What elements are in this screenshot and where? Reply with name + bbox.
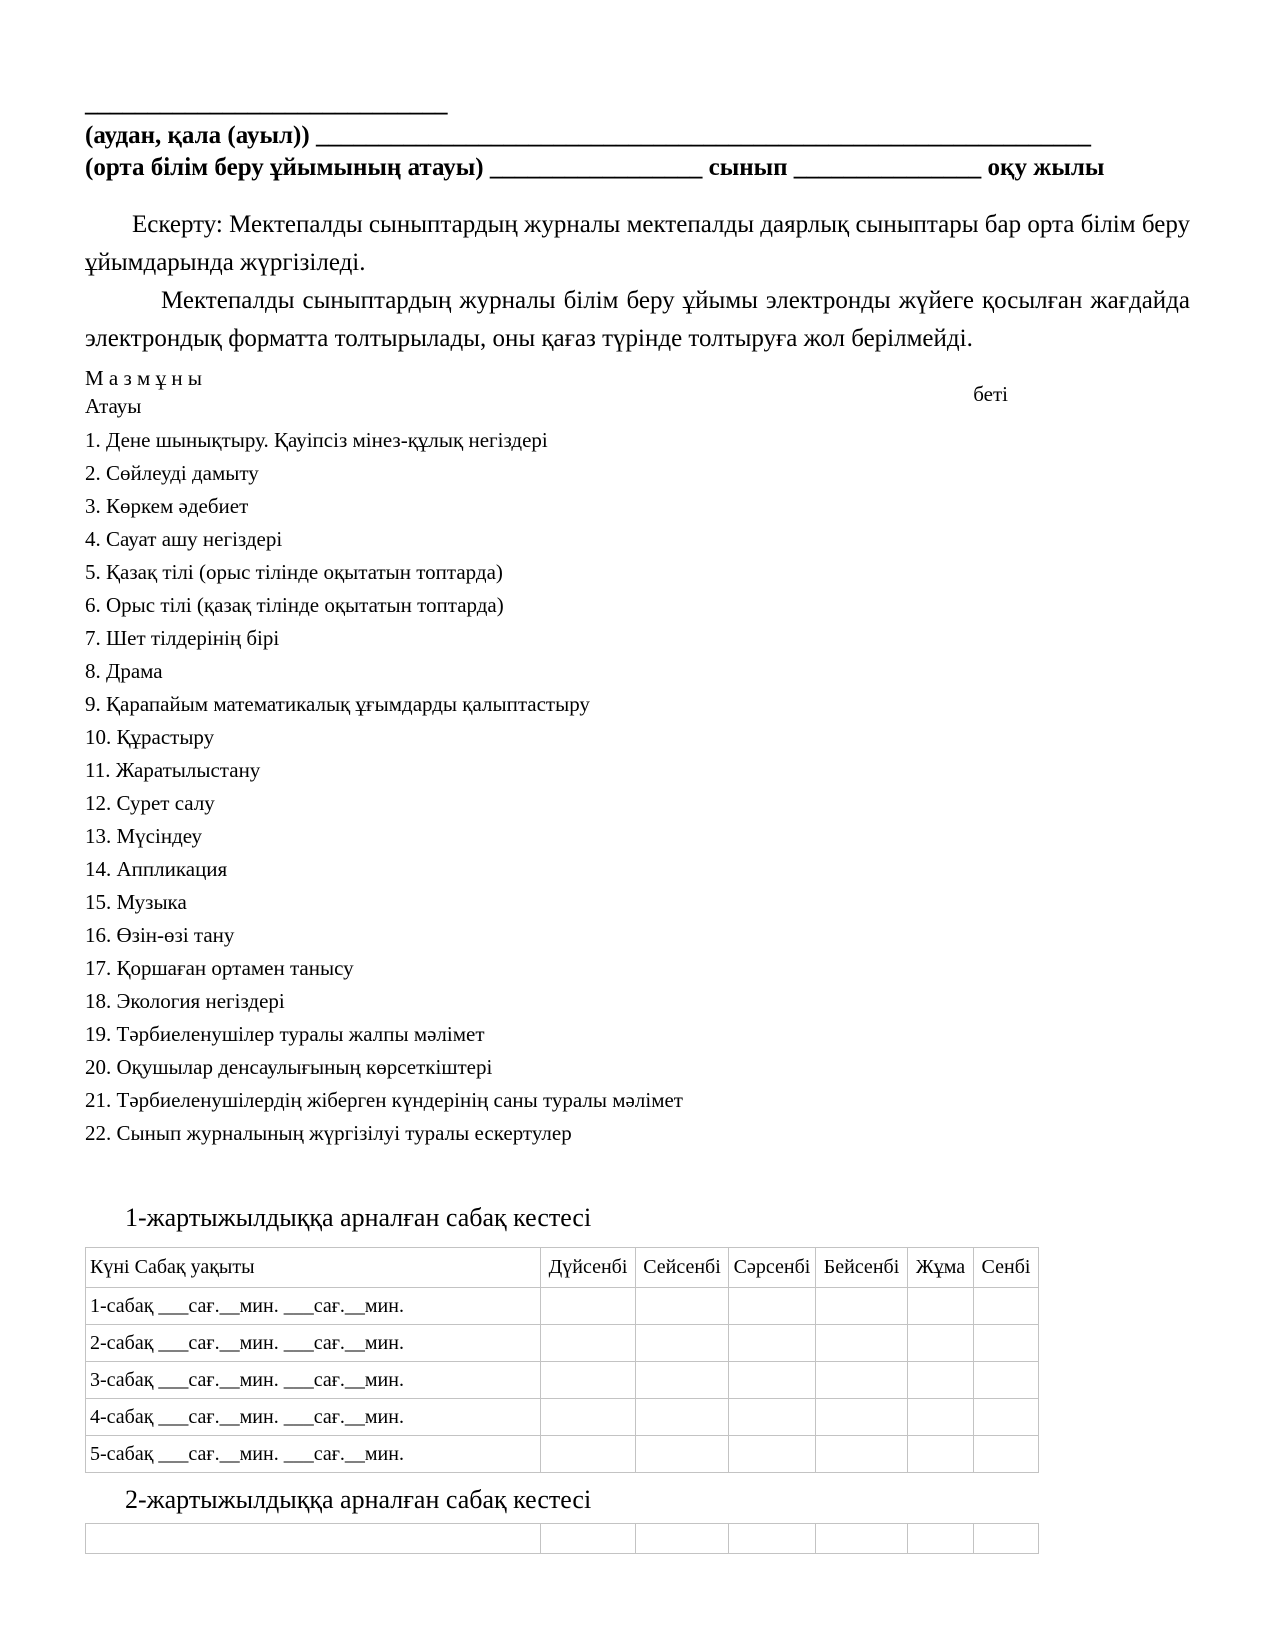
contents-item-10: 10. Құрастыру <box>85 725 215 749</box>
contents-item-9: 9. Қарапайым математикалық ұғымдарды қалыптастыру <box>85 692 590 716</box>
schedule-cell-empty <box>974 1524 1039 1554</box>
column-header-monday: Дүйсенбі <box>541 1248 636 1288</box>
contents-item-12: 12. Сурет салу <box>85 791 215 815</box>
contents-item-2: 2. Сөйлеуді дамыту <box>85 461 259 485</box>
contents-item-19: 19. Тәрбиеленушілер туралы жалпы мәлімет <box>85 1022 485 1046</box>
column-header-wednesday: Сәрсенбі <box>729 1248 816 1288</box>
schedule-cell-empty <box>816 1288 908 1325</box>
schedule-cell-empty <box>974 1362 1039 1399</box>
note-paragraph-1: Ескерту: Мектепалды сыныптардың журналы мектепалды даярлық сыныптары бар орта білім беру ұйымдарында жүргізіледі. <box>85 211 1190 276</box>
region-label: (аудан, қала (ауыл)) <box>85 122 310 149</box>
contents-item-22: 22. Сынып журналының жүргізілуі туралы ескертулер <box>85 1121 572 1145</box>
contents-item-7: 7. Шет тілдерінің бірі <box>85 626 280 650</box>
contents-item-17: 17. Қоршаған ортамен танысу <box>85 956 354 980</box>
schedule2-table <box>85 1523 1039 1554</box>
schedule1-title: 1-жартыжылдыққа арналған сабақ кестесі <box>125 1203 592 1232</box>
schedule-cell-empty <box>908 1325 974 1362</box>
schedule-cell-empty <box>729 1325 816 1362</box>
schedule-cell-empty <box>636 1524 729 1554</box>
schedule1-row-5 <box>86 1436 1039 1473</box>
schedule-cell-empty <box>636 1325 729 1362</box>
region-line <box>85 120 1190 152</box>
schedule1-row-3 <box>86 1362 1039 1399</box>
schedule-cell-empty <box>974 1288 1039 1325</box>
schedule-cell-empty <box>729 1399 816 1436</box>
schedule-cell-empty <box>86 1524 541 1554</box>
region-blank: ______________________________________________________________ <box>315 122 1091 149</box>
schedule-cell-empty <box>729 1524 816 1554</box>
contents-item-4: 4. Сауат ашу негіздері <box>85 527 283 551</box>
column-header-thursday: Бейсенбі <box>816 1248 908 1288</box>
org-line <box>85 152 1190 184</box>
column-header-tuesday: Сейсенбі <box>636 1248 729 1288</box>
schedule1-row-2 <box>86 1325 1039 1362</box>
schedule-cell-empty <box>729 1436 816 1473</box>
schedule-cell-empty <box>816 1362 908 1399</box>
schedule-cell-empty <box>974 1436 1039 1473</box>
org-label: (орта білім беру ұйымының атауы) <box>85 154 484 181</box>
schedule-cell-empty <box>908 1288 974 1325</box>
column-header-time: Күні Сабақ уақыты <box>86 1248 541 1288</box>
schedule-cell-empty <box>636 1288 729 1325</box>
contents-item-16: 16. Өзін-өзі тану <box>85 923 235 947</box>
class-blank: _______________ <box>793 154 982 181</box>
schedule-cell-empty <box>816 1524 908 1554</box>
lesson1-time-label: 1-сабақ ___сағ.__мин. ___сағ.__мин. <box>86 1288 541 1325</box>
schedule-cell-empty <box>541 1325 636 1362</box>
contents-item-13: 13. Мүсіндеу <box>85 824 203 848</box>
schedule1-row-4 <box>86 1399 1039 1436</box>
schedule-cell-empty <box>974 1399 1039 1436</box>
org-blank: _________________ <box>489 154 703 181</box>
note-paragraph-2: Мектепалды сыныптардың журналы білім беру ұйымы электронды жүйеге қосылған жағдайда электрондық форматта толтырылады, оны қағаз түрінде толтыруға жол берілмейді. <box>85 287 1190 352</box>
contents-name-label: Атауы <box>85 394 142 418</box>
schedule-cell-empty <box>541 1288 636 1325</box>
column-header-friday: Жұма <box>908 1248 974 1288</box>
contents-item-5: 5. Қазақ тілі (орыс тілінде оқытатын топтарда) <box>85 560 503 584</box>
schedule-cell-empty <box>729 1288 816 1325</box>
column-header-saturday: Сенбі <box>974 1248 1039 1288</box>
lesson3-time-label: 3-сабақ ___сағ.__мин. ___сағ.__мин. <box>86 1362 541 1399</box>
schedule1-row-1 <box>86 1288 1039 1325</box>
class-label: сынып <box>708 154 788 181</box>
header-block <box>85 88 1190 184</box>
schedule-cell-empty <box>541 1436 636 1473</box>
school-year-label: оқу жылы <box>987 154 1105 181</box>
contents-header <box>85 364 1190 420</box>
lesson2-time-label: 2-сабақ ___сағ.__мин. ___сағ.__мин. <box>86 1325 541 1362</box>
contents-item-3: 3. Көркем әдебиет <box>85 494 249 518</box>
contents-item-11: 11. Жаратылыстану <box>85 758 261 782</box>
contents-item-15: 15. Музыка <box>85 890 187 914</box>
schedule-cell-empty <box>816 1436 908 1473</box>
schedule1-header-row <box>86 1248 1039 1288</box>
contents-item-14: 14. Аппликация <box>85 857 228 881</box>
schedule2-row-1 <box>86 1524 1039 1554</box>
contents-item-21: 21. Тәрбиеленушілердің жіберген күндерінің саны туралы мәлімет <box>85 1088 683 1112</box>
schedule-cell-empty <box>908 1399 974 1436</box>
schedule-cell-empty <box>541 1524 636 1554</box>
contents-item-6: 6. Орыс тілі (қазақ тілінде оқытатын топтарда) <box>85 593 504 617</box>
lesson5-time-label: 5-сабақ ___сағ.__мин. ___сағ.__мин. <box>86 1436 541 1473</box>
contents-item-1: 1. Дене шынықтыру. Қауіпсіз мінез-құлық негіздері <box>85 428 548 452</box>
contents-title: М а з м ұ н ы <box>85 366 202 390</box>
schedule-cell-empty <box>908 1436 974 1473</box>
schedule-cell-empty <box>816 1325 908 1362</box>
schedule-cell-empty <box>729 1362 816 1399</box>
lesson4-time-label: 4-сабақ ___сағ.__мин. ___сағ.__мин. <box>86 1399 541 1436</box>
contents-list <box>85 430 1190 1143</box>
schedule-cell-empty <box>908 1362 974 1399</box>
schedule-cell-empty <box>636 1436 729 1473</box>
contents-item-18: 18. Экология негіздері <box>85 989 285 1013</box>
schedule-cell-empty <box>974 1325 1039 1362</box>
contents-item-8: 8. Драма <box>85 659 163 683</box>
schedule-cell-empty <box>636 1399 729 1436</box>
schedule-cell-empty <box>908 1524 974 1554</box>
page-column-label: беті <box>973 382 1008 406</box>
schedule-cell-empty <box>541 1399 636 1436</box>
schedule1-table <box>85 1247 1039 1473</box>
schedule-cell-empty <box>636 1362 729 1399</box>
schedule-cell-empty <box>541 1362 636 1399</box>
schedule-cell-empty <box>816 1399 908 1436</box>
blank-top-line: _____________________________ <box>85 90 448 117</box>
schedule2-title: 2-жартыжылдыққа арналған сабақ кестесі <box>125 1485 592 1514</box>
contents-item-20: 20. Оқушылар денсаулығының көрсеткіштері <box>85 1055 493 1079</box>
